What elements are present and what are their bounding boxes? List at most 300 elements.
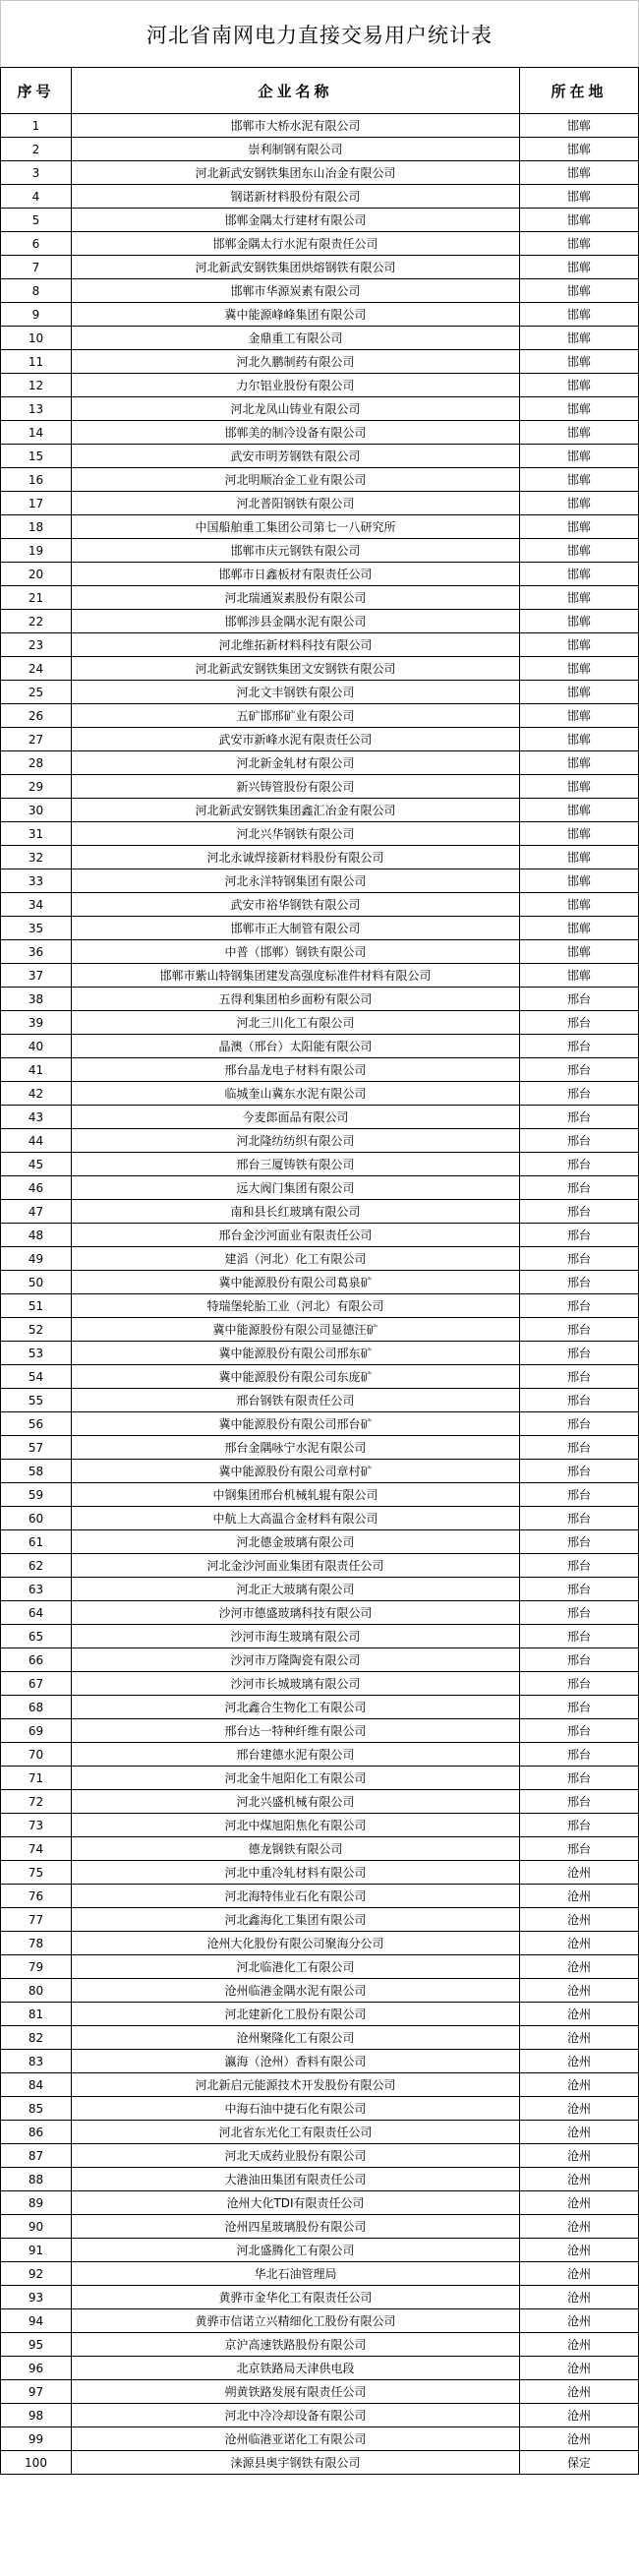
location-cell: 邢台 [520, 1247, 639, 1271]
location-cell: 邢台 [520, 1601, 639, 1625]
row-number-cell: 11 [1, 350, 72, 374]
location-cell: 沧州 [520, 1979, 639, 2003]
row-number-cell: 53 [1, 1342, 72, 1365]
company-name-cell: 邢台金隅咏宁水泥有限公司 [72, 1436, 520, 1460]
row-number-cell: 62 [1, 1554, 72, 1578]
row-number-cell: 49 [1, 1247, 72, 1271]
company-name-cell: 河北金牛旭阳化工有限公司 [72, 1767, 520, 1790]
location-cell: 邢台 [520, 1743, 639, 1767]
location-cell: 沧州 [520, 2026, 639, 2050]
location-cell: 邢台 [520, 1082, 639, 1106]
table-row [1, 185, 639, 209]
row-number-cell: 31 [1, 822, 72, 846]
table-row [1, 2380, 639, 2404]
row-number-cell: 16 [1, 468, 72, 492]
table-row [1, 232, 639, 256]
location-cell: 邯郸 [520, 681, 639, 704]
company-name-cell: 建滔（河北）化工有限公司 [72, 1247, 520, 1271]
row-number-cell: 88 [1, 2168, 72, 2191]
company-name-cell: 武安市裕华钢铁有限公司 [72, 893, 520, 917]
table-row [1, 138, 639, 161]
row-number-cell: 92 [1, 2262, 72, 2286]
row-number-cell: 43 [1, 1106, 72, 1129]
table-row [1, 1460, 639, 1483]
location-cell: 邯郸 [520, 822, 639, 846]
row-number-cell: 73 [1, 1814, 72, 1837]
table-row [1, 1530, 639, 1554]
company-name-cell: 今麦郎面品有限公司 [72, 1106, 520, 1129]
location-cell: 沧州 [520, 2309, 639, 2333]
page-title: 河北省南网电力直接交易用户统计表 [146, 23, 493, 47]
company-name-cell: 河北金沙河面业集团有限责任公司 [72, 1554, 520, 1578]
company-name-cell: 瀛海（沧州）香料有限公司 [72, 2050, 520, 2073]
row-number-cell: 3 [1, 161, 72, 185]
company-name-cell: 北京铁路局天津供电段 [72, 2357, 520, 2380]
company-name-cell: 河北普阳钢铁有限公司 [72, 492, 520, 515]
table-row [1, 2144, 639, 2168]
title-block [0, 0, 639, 67]
table-row [1, 1648, 639, 1672]
table-row [1, 1389, 639, 1412]
table-header [1, 68, 639, 114]
row-number-cell: 74 [1, 1837, 72, 1861]
table-row [1, 1672, 639, 1696]
location-cell: 邢台 [520, 1011, 639, 1035]
row-number-cell: 18 [1, 515, 72, 539]
table-row [1, 586, 639, 610]
row-number-cell: 96 [1, 2357, 72, 2380]
location-cell: 邯郸 [520, 515, 639, 539]
company-name-cell: 特瑞堡轮胎工业（河北）有限公司 [72, 1294, 520, 1318]
location-cell: 邢台 [520, 1837, 639, 1861]
company-name-cell: 沧州临港金隅水泥有限公司 [72, 1979, 520, 2003]
company-name-cell: 华北石油管理局 [72, 2262, 520, 2286]
table-row [1, 1058, 639, 1082]
company-name-cell: 新兴铸管股份有限公司 [72, 775, 520, 799]
row-number-cell: 89 [1, 2191, 72, 2215]
row-number-cell: 47 [1, 1200, 72, 1224]
row-number-cell: 15 [1, 445, 72, 468]
row-number-cell: 90 [1, 2215, 72, 2239]
table-row [1, 539, 639, 563]
table-row [1, 1271, 639, 1294]
location-cell: 邢台 [520, 1719, 639, 1743]
location-cell: 邯郸 [520, 751, 639, 775]
company-name-cell: 河北鑫合生物化工有限公司 [72, 1696, 520, 1719]
table-row [1, 1224, 639, 1247]
company-name-cell: 邯郸市庆元钢铁有限公司 [72, 539, 520, 563]
column-header-location: 所在地 [520, 68, 639, 114]
company-name-cell: 河北隆纺纺织有限公司 [72, 1129, 520, 1153]
row-number-cell: 4 [1, 185, 72, 209]
company-name-cell: 河北中冷冷却设备有限公司 [72, 2404, 520, 2427]
table-row [1, 822, 639, 846]
company-name-cell: 沧州聚隆化工有限公司 [72, 2026, 520, 2050]
location-cell: 邢台 [520, 1507, 639, 1530]
company-name-cell: 冀中能源股份有限公司葛泉矿 [72, 1271, 520, 1294]
row-number-cell: 82 [1, 2026, 72, 2050]
location-cell: 邯郸 [520, 232, 639, 256]
location-cell: 邯郸 [520, 209, 639, 232]
location-cell: 邢台 [520, 1365, 639, 1389]
table-row [1, 1436, 639, 1460]
row-number-cell: 42 [1, 1082, 72, 1106]
row-number-cell: 77 [1, 1908, 72, 1932]
company-name-cell: 远大阀门集团有限公司 [72, 1176, 520, 1200]
table-row [1, 2191, 639, 2215]
location-cell: 沧州 [520, 2168, 639, 2191]
company-name-cell: 沙河市长城玻璃有限公司 [72, 1672, 520, 1696]
table-row [1, 2168, 639, 2191]
row-number-cell: 57 [1, 1436, 72, 1460]
table-row [1, 1908, 639, 1932]
company-name-cell: 邢台三厦铸铁有限公司 [72, 1153, 520, 1176]
row-number-cell: 76 [1, 1885, 72, 1908]
company-name-cell: 中航上大高温合金材料有限公司 [72, 1507, 520, 1530]
company-name-cell: 河北明顺冶金工业有限公司 [72, 468, 520, 492]
row-number-cell: 85 [1, 2097, 72, 2121]
location-cell: 邢台 [520, 1672, 639, 1696]
company-name-cell: 河北中重冷轧材料有限公司 [72, 1861, 520, 1885]
location-cell: 沧州 [520, 1861, 639, 1885]
company-name-cell: 邯郸市正大制管有限公司 [72, 917, 520, 940]
company-name-cell: 大港油田集团有限责任公司 [72, 2168, 520, 2191]
location-cell: 沧州 [520, 2191, 639, 2215]
table-row [1, 563, 639, 586]
company-name-cell: 沧州大化股份有限公司聚海分公司 [72, 1932, 520, 1955]
table-row [1, 492, 639, 515]
company-name-cell: 河北久鹏制药有限公司 [72, 350, 520, 374]
company-name-cell: 河北新武安钢铁集团烘熔钢铁有限公司 [72, 256, 520, 279]
table-row [1, 728, 639, 751]
table-row [1, 2215, 639, 2239]
location-cell: 邢台 [520, 1790, 639, 1814]
location-cell: 邢台 [520, 1814, 639, 1837]
company-name-cell: 武安市新峰水泥有限责任公司 [72, 728, 520, 751]
location-cell: 邯郸 [520, 610, 639, 633]
row-number-cell: 63 [1, 1578, 72, 1601]
company-name-cell: 河北正大玻璃有限公司 [72, 1578, 520, 1601]
company-name-cell: 中海石油中捷石化有限公司 [72, 2097, 520, 2121]
company-name-cell: 力尔铝业股份有限公司 [72, 374, 520, 397]
table-row [1, 1955, 639, 1979]
location-cell: 邢台 [520, 1153, 639, 1176]
location-cell: 邢台 [520, 1318, 639, 1342]
row-number-cell: 75 [1, 1861, 72, 1885]
table-row [1, 846, 639, 869]
location-cell: 沧州 [520, 2097, 639, 2121]
table-row [1, 2404, 639, 2427]
table-row [1, 2003, 639, 2026]
location-cell: 沧州 [520, 2003, 639, 2026]
company-name-cell: 晶澳（邢台）太阳能有限公司 [72, 1035, 520, 1058]
company-name-cell: 冀中能源股份有限公司章村矿 [72, 1460, 520, 1483]
location-cell: 沧州 [520, 2286, 639, 2309]
table-row [1, 2333, 639, 2357]
row-number-cell: 30 [1, 799, 72, 822]
row-number-cell: 20 [1, 563, 72, 586]
company-name-cell: 河北天成药业股份有限公司 [72, 2144, 520, 2168]
table-header-row [1, 68, 639, 114]
table-row [1, 775, 639, 799]
table-row [1, 1696, 639, 1719]
row-number-cell: 67 [1, 1672, 72, 1696]
location-cell: 邢台 [520, 1578, 639, 1601]
row-number-cell: 70 [1, 1743, 72, 1767]
location-cell: 邯郸 [520, 374, 639, 397]
table-row [1, 1176, 639, 1200]
table-row [1, 2073, 639, 2097]
location-cell: 邯郸 [520, 940, 639, 964]
company-name-cell: 邢台晶龙电子材料有限公司 [72, 1058, 520, 1082]
table-row [1, 917, 639, 940]
location-cell: 邢台 [520, 1035, 639, 1058]
row-number-cell: 33 [1, 869, 72, 893]
company-name-cell: 邯郸市大桥水泥有限公司 [72, 114, 520, 138]
row-number-cell: 28 [1, 751, 72, 775]
location-cell: 邢台 [520, 1058, 639, 1082]
company-name-cell: 河北新金轧材有限公司 [72, 751, 520, 775]
table-row [1, 1767, 639, 1790]
company-name-cell: 邯郸市华源炭素有限公司 [72, 279, 520, 303]
table-row [1, 657, 639, 681]
row-number-cell: 68 [1, 1696, 72, 1719]
location-cell: 邢台 [520, 1271, 639, 1294]
location-cell: 邢台 [520, 1200, 639, 1224]
location-cell: 邢台 [520, 1696, 639, 1719]
company-name-cell: 邯郸市日鑫板材有限责任公司 [72, 563, 520, 586]
row-number-cell: 52 [1, 1318, 72, 1342]
location-cell: 沧州 [520, 2404, 639, 2427]
company-name-cell: 黄骅市信诺立兴精细化工股份有限公司 [72, 2309, 520, 2333]
table-row [1, 161, 639, 185]
location-cell: 邢台 [520, 1460, 639, 1483]
table-row [1, 350, 639, 374]
location-cell: 邢台 [520, 1176, 639, 1200]
location-cell: 邯郸 [520, 633, 639, 657]
company-name-cell: 黄骅市金华化工有限责任公司 [72, 2286, 520, 2309]
location-cell: 邯郸 [520, 492, 639, 515]
table-row [1, 1011, 639, 1035]
location-cell: 沧州 [520, 2215, 639, 2239]
table-row [1, 2097, 639, 2121]
table-row [1, 2262, 639, 2286]
company-name-cell: 邯郸金隅太行水泥有限责任公司 [72, 232, 520, 256]
row-number-cell: 56 [1, 1412, 72, 1436]
row-number-cell: 66 [1, 1648, 72, 1672]
table-row [1, 468, 639, 492]
row-number-cell: 86 [1, 2121, 72, 2144]
location-cell: 沧州 [520, 1932, 639, 1955]
table-row [1, 1129, 639, 1153]
column-header-serial-number: 序号 [1, 68, 72, 114]
company-name-cell: 沧州临港亚诺化工有限公司 [72, 2427, 520, 2451]
table-row [1, 1035, 639, 1058]
company-name-cell: 河北德金玻璃有限公司 [72, 1530, 520, 1554]
location-cell: 邯郸 [520, 468, 639, 492]
location-cell: 邢台 [520, 988, 639, 1011]
location-cell: 邢台 [520, 1129, 639, 1153]
location-cell: 沧州 [520, 2073, 639, 2097]
table-row [1, 209, 639, 232]
location-cell: 邯郸 [520, 799, 639, 822]
row-number-cell: 83 [1, 2050, 72, 2073]
table-row [1, 1365, 639, 1389]
location-cell: 邯郸 [520, 114, 639, 138]
location-cell: 沧州 [520, 2357, 639, 2380]
location-cell: 邯郸 [520, 704, 639, 728]
location-cell: 邯郸 [520, 893, 639, 917]
table-row [1, 1082, 639, 1106]
company-name-cell: 河北鑫海化工集团有限公司 [72, 1908, 520, 1932]
location-cell: 邯郸 [520, 138, 639, 161]
row-number-cell: 10 [1, 327, 72, 350]
row-number-cell: 95 [1, 2333, 72, 2357]
row-number-cell: 14 [1, 421, 72, 445]
location-cell: 邯郸 [520, 279, 639, 303]
table-row [1, 610, 639, 633]
row-number-cell: 5 [1, 209, 72, 232]
company-name-cell: 河北文丰钢铁有限公司 [72, 681, 520, 704]
table-row [1, 1601, 639, 1625]
location-cell: 邢台 [520, 1530, 639, 1554]
company-name-cell: 邢台建德水泥有限公司 [72, 1743, 520, 1767]
table-row [1, 1106, 639, 1129]
row-number-cell: 50 [1, 1271, 72, 1294]
company-name-cell: 沙河市海生玻璃有限公司 [72, 1625, 520, 1648]
table-row [1, 1153, 639, 1176]
company-name-cell: 南和县长红玻璃有限公司 [72, 1200, 520, 1224]
row-number-cell: 45 [1, 1153, 72, 1176]
table-row [1, 2050, 639, 2073]
row-number-cell: 78 [1, 1932, 72, 1955]
table-row [1, 1719, 639, 1743]
location-cell: 邢台 [520, 1767, 639, 1790]
table-row [1, 327, 639, 350]
table-row [1, 374, 639, 397]
table-row [1, 445, 639, 468]
location-cell: 邯郸 [520, 586, 639, 610]
row-number-cell: 32 [1, 846, 72, 869]
row-number-cell: 51 [1, 1294, 72, 1318]
table-row [1, 2026, 639, 2050]
row-number-cell: 72 [1, 1790, 72, 1814]
location-cell: 邢台 [520, 1342, 639, 1365]
company-name-cell: 中钢集团邢台机械轧辊有限公司 [72, 1483, 520, 1507]
row-number-cell: 35 [1, 917, 72, 940]
table-row [1, 1554, 639, 1578]
row-number-cell: 25 [1, 681, 72, 704]
table-row [1, 279, 639, 303]
location-cell: 邯郸 [520, 185, 639, 209]
row-number-cell: 79 [1, 1955, 72, 1979]
table-body [1, 114, 639, 2475]
row-number-cell: 26 [1, 704, 72, 728]
table-row [1, 1932, 639, 1955]
row-number-cell: 93 [1, 2286, 72, 2309]
company-name-cell: 邢台金沙河面业有限责任公司 [72, 1224, 520, 1247]
table-row [1, 1294, 639, 1318]
location-cell: 邢台 [520, 1224, 639, 1247]
location-cell: 邯郸 [520, 728, 639, 751]
location-cell: 邯郸 [520, 256, 639, 279]
row-number-cell: 38 [1, 988, 72, 1011]
company-name-cell: 涞源县奥宇钢铁有限公司 [72, 2451, 520, 2475]
row-number-cell: 48 [1, 1224, 72, 1247]
table-row [1, 940, 639, 964]
company-name-cell: 武安市明芳钢铁有限公司 [72, 445, 520, 468]
row-number-cell: 98 [1, 2404, 72, 2427]
company-name-cell: 临城奎山冀东水泥有限公司 [72, 1082, 520, 1106]
row-number-cell: 9 [1, 303, 72, 327]
row-number-cell: 29 [1, 775, 72, 799]
row-number-cell: 40 [1, 1035, 72, 1058]
row-number-cell: 71 [1, 1767, 72, 1790]
table-row [1, 633, 639, 657]
table-row [1, 1200, 639, 1224]
location-cell: 邯郸 [520, 869, 639, 893]
row-number-cell: 59 [1, 1483, 72, 1507]
company-name-cell: 河北永诚焊接新材料股份有限公司 [72, 846, 520, 869]
row-number-cell: 100 [1, 2451, 72, 2475]
company-name-cell: 金鼎重工有限公司 [72, 327, 520, 350]
location-cell: 沧州 [520, 2427, 639, 2451]
row-number-cell: 23 [1, 633, 72, 657]
table-row [1, 893, 639, 917]
row-number-cell: 94 [1, 2309, 72, 2333]
table-row [1, 1790, 639, 1814]
row-number-cell: 13 [1, 397, 72, 421]
row-number-cell: 55 [1, 1389, 72, 1412]
row-number-cell: 6 [1, 232, 72, 256]
location-cell: 邢台 [520, 1648, 639, 1672]
location-cell: 沧州 [520, 2380, 639, 2404]
company-name-cell: 河北兴盛机械有限公司 [72, 1790, 520, 1814]
row-number-cell: 22 [1, 610, 72, 633]
user-statistics-table [0, 67, 639, 2475]
location-cell: 邢台 [520, 1625, 639, 1648]
company-name-cell: 河北省东光化工有限责任公司 [72, 2121, 520, 2144]
location-cell: 沧州 [520, 2333, 639, 2357]
table-row [1, 1247, 639, 1271]
company-name-cell: 邯郸市紫山特钢集团建发高强度标准件材料有限公司 [72, 964, 520, 988]
location-cell: 沧州 [520, 2262, 639, 2286]
company-name-cell: 沧州大化TDI有限责任公司 [72, 2191, 520, 2215]
table-row [1, 1861, 639, 1885]
row-number-cell: 27 [1, 728, 72, 751]
location-cell: 沧州 [520, 2121, 639, 2144]
location-cell: 邯郸 [520, 775, 639, 799]
company-name-cell: 钢诺新材料股份有限公司 [72, 185, 520, 209]
company-name-cell: 河北瑞通炭素股份有限公司 [72, 586, 520, 610]
table-row [1, 704, 639, 728]
location-cell: 邯郸 [520, 917, 639, 940]
location-cell: 邯郸 [520, 327, 639, 350]
row-number-cell: 12 [1, 374, 72, 397]
company-name-cell: 冀中能源股份有限公司邢东矿 [72, 1342, 520, 1365]
company-name-cell: 河北三川化工有限公司 [72, 1011, 520, 1035]
row-number-cell: 17 [1, 492, 72, 515]
location-cell: 邢台 [520, 1412, 639, 1436]
table-row [1, 799, 639, 822]
table-row [1, 114, 639, 138]
location-cell: 沧州 [520, 2050, 639, 2073]
table-row [1, 1625, 639, 1648]
location-cell: 邯郸 [520, 350, 639, 374]
company-name-cell: 冀中能源峰峰集团有限公司 [72, 303, 520, 327]
location-cell: 邯郸 [520, 161, 639, 185]
location-cell: 沧州 [520, 2144, 639, 2168]
